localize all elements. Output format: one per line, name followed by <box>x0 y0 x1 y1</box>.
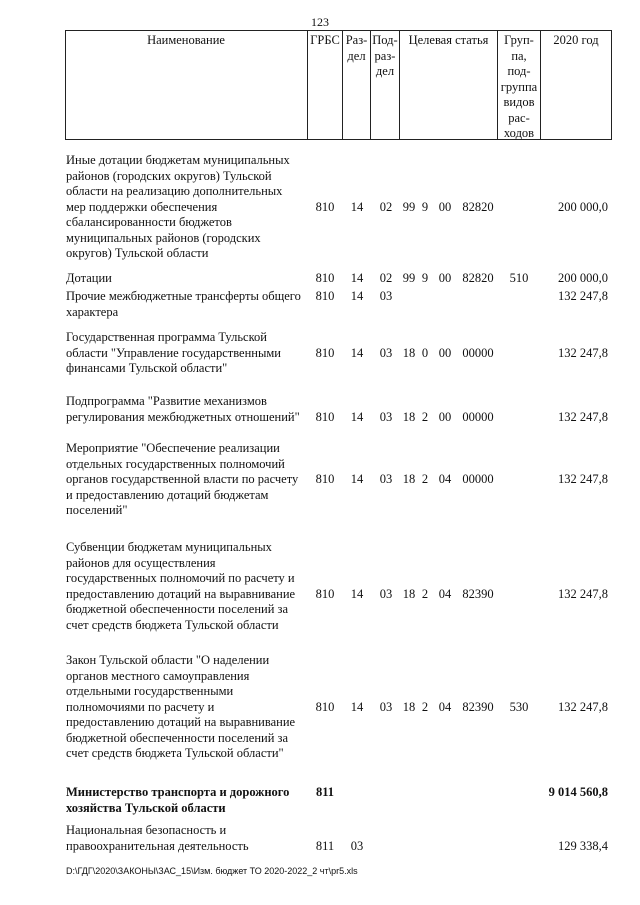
cell-grbs: 810 <box>315 409 335 424</box>
cell-target-subprogram: 9 <box>421 271 429 285</box>
cell-grbs: 810 <box>315 472 335 486</box>
cell-podrazdel: 02 <box>379 199 393 214</box>
cell-amount: 132 247,8 <box>558 586 608 601</box>
cell-group: 530 <box>509 699 529 714</box>
header-name: Наименование <box>147 33 225 47</box>
cell-target-subprogram: 2 <box>421 699 429 714</box>
cell-razdel: 14 <box>350 409 364 424</box>
cell-target-program: 18 <box>402 409 416 424</box>
cell-target-event: 00 <box>438 271 452 285</box>
cell-target-subprogram: 2 <box>421 409 429 424</box>
header-podrazdel: Под- раз- дел <box>372 33 398 78</box>
cell-grbs: 811 <box>315 838 335 853</box>
cell-podrazdel: 02 <box>379 271 393 285</box>
cell-amount: 132 247,8 <box>558 289 608 303</box>
row-name: Государственная программа Тульской области "Управление государственными финансами Тульской области" <box>66 330 281 375</box>
cell-podrazdel: 03 <box>379 699 393 714</box>
cell-amount: 9 014 560,8 <box>548 785 608 799</box>
cell-target-event: 04 <box>438 699 452 714</box>
cell-target-code: 00000 <box>462 409 494 424</box>
cell-podrazdel: 03 <box>379 472 393 486</box>
cell-podrazdel: 03 <box>379 586 393 601</box>
cell-target-event: 04 <box>438 586 452 601</box>
cell-target-program: 99 <box>402 199 416 214</box>
cell-grbs: 810 <box>315 289 335 303</box>
cell-podrazdel: 03 <box>379 289 393 303</box>
cell-target-code: 82820 <box>462 271 494 285</box>
cell-podrazdel: 03 <box>379 345 393 360</box>
cell-target-event: 00 <box>438 199 452 214</box>
cell-target-code: 00000 <box>462 472 494 486</box>
row-name: Министерство транспорта и дорожного хозяйства Тульской области <box>66 785 290 815</box>
row-name: Прочие межбюджетные трансферты общего характера <box>66 289 301 319</box>
cell-target-code: 82820 <box>462 199 494 214</box>
cell-razdel: 14 <box>350 271 364 285</box>
row-name: Субвенции бюджетам муниципальных районов для осуществления государственных полномочий по расчету и предоставлению дотаций на выравнивание бюджетной обеспеченности поселений за счет средств бюджета Тульской области <box>66 540 296 632</box>
header-target: Целевая статья <box>408 33 489 47</box>
cell-target-program: 18 <box>402 345 416 360</box>
cell-group: 510 <box>509 271 529 285</box>
header-year: 2020 год <box>553 33 599 47</box>
file-path-footer: D:\ГДГ\2020\ЗАКОНЫ\ЗАС_15\Изм. бюджет ТО 2020-2022_2 чт\pr5.xls <box>66 866 358 876</box>
cell-razdel: 14 <box>350 699 364 714</box>
cell-target-event: 00 <box>438 409 452 424</box>
cell-target-code: 00000 <box>462 345 494 360</box>
header-grbs: ГРБС <box>310 33 340 47</box>
cell-podrazdel: 03 <box>379 409 393 424</box>
cell-razdel: 14 <box>350 289 364 303</box>
cell-razdel: 03 <box>350 838 364 853</box>
cell-grbs: 810 <box>315 199 335 214</box>
cell-grbs: 810 <box>315 345 335 360</box>
cell-razdel: 14 <box>350 199 364 214</box>
cell-amount: 132 247,8 <box>558 345 608 360</box>
row-name: Иные дотации бюджетам муниципальных районов (городских округов) Тульской области на реализацию дополнительных мер поддержки обеспечения сбалансированности бюджетов муниципальных районов (городских округов) Тульской области <box>66 153 290 260</box>
cell-target-subprogram: 9 <box>421 199 429 214</box>
cell-target-event: 00 <box>438 345 452 360</box>
cell-target-program: 18 <box>402 586 416 601</box>
cell-grbs: 811 <box>315 785 335 799</box>
cell-target-subprogram: 2 <box>421 586 429 601</box>
cell-amount: 200 000,0 <box>558 271 608 285</box>
cell-razdel: 14 <box>350 472 364 486</box>
cell-grbs: 810 <box>315 271 335 285</box>
cell-amount: 132 247,8 <box>558 409 608 424</box>
cell-razdel: 14 <box>350 586 364 601</box>
page-number: 123 <box>311 15 329 29</box>
row-name: Мероприятие "Обеспечение реализации отдельных государственных полномочий органов государственной власти по расчету и предоставлению дотаций бюджетам поселений" <box>66 441 299 517</box>
cell-grbs: 810 <box>315 699 335 714</box>
cell-target-subprogram: 0 <box>421 345 429 360</box>
row-name: Национальная безопасность и правоохранительная деятельность <box>66 823 249 853</box>
header-razdel: Раз- дел <box>345 33 368 63</box>
cell-target-code: 82390 <box>462 586 494 601</box>
row-name: Дотации <box>66 271 112 285</box>
row-name: Подпрограмма "Развитие механизмов регулирования межбюджетных отношений" <box>66 394 300 424</box>
cell-razdel: 14 <box>350 345 364 360</box>
cell-target-program: 18 <box>402 699 416 714</box>
cell-target-program: 99 <box>402 271 416 285</box>
row-name: Закон Тульской области "О наделении органов местного самоуправления отдельными государственными полномочиями по расчету и предоставлению дотаций на выравнивание бюджетной обеспеченности поселений за счет средств бюджета Тульской области" <box>66 653 296 760</box>
cell-target-event: 04 <box>438 472 452 486</box>
cell-grbs: 810 <box>315 586 335 601</box>
cell-amount: 129 338,4 <box>558 838 608 853</box>
cell-target-program: 18 <box>402 472 416 486</box>
cell-amount: 132 247,8 <box>558 472 608 486</box>
cell-amount: 132 247,8 <box>558 699 608 714</box>
cell-target-subprogram: 2 <box>421 472 429 486</box>
cell-amount: 200 000,0 <box>558 199 608 214</box>
header-group: Груп- па, под- группа видов рас- ходов <box>500 33 538 140</box>
cell-target-code: 82390 <box>462 699 494 714</box>
